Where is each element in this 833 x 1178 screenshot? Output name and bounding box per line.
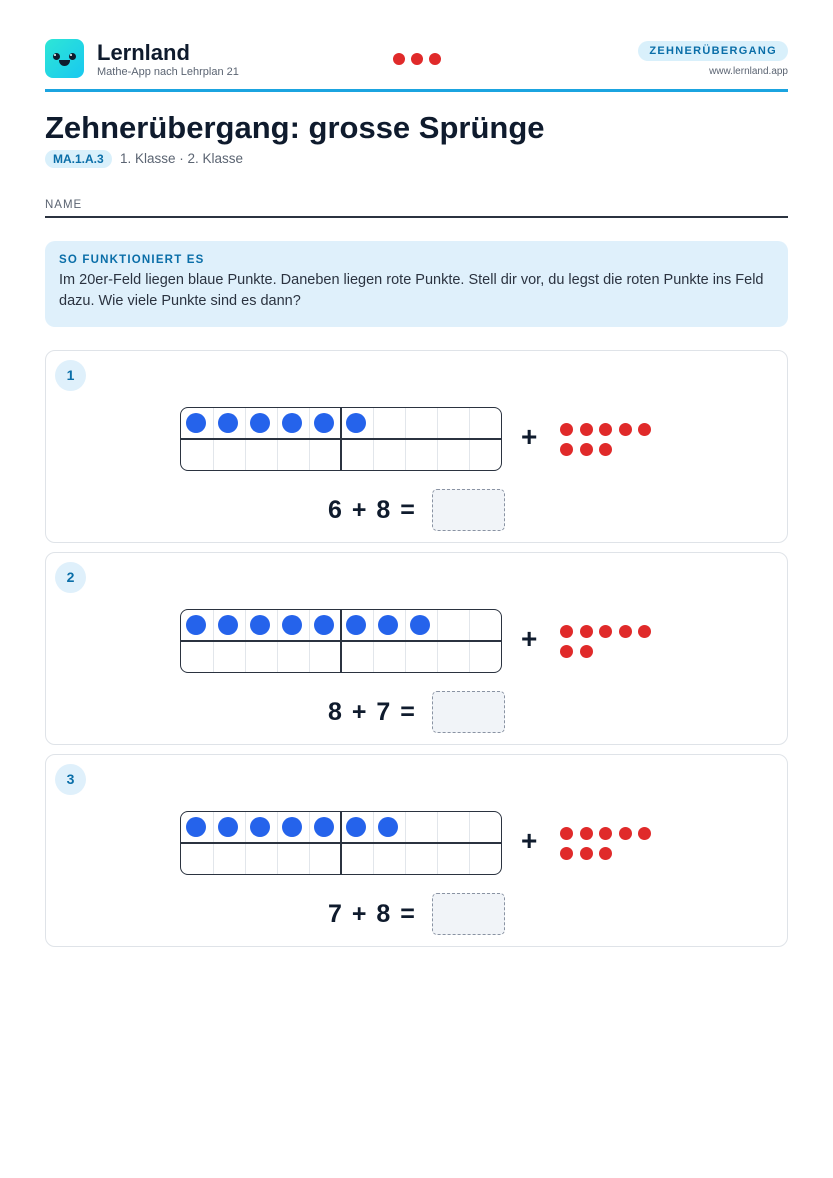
website-url: www.lernland.app — [709, 66, 788, 77]
red-dot — [560, 443, 573, 456]
task-number: 1 — [55, 360, 86, 391]
task-card — [45, 754, 788, 947]
blue-dot — [314, 413, 334, 433]
topic-badge: ZEHNERÜBERGANG — [638, 41, 788, 61]
curriculum-code-badge: MA.1.A.3 — [45, 150, 112, 168]
twenty-frame — [180, 609, 502, 673]
blue-dot — [314, 615, 334, 635]
red-dot — [599, 847, 612, 860]
blue-dot — [218, 615, 238, 635]
red-dot — [580, 827, 593, 840]
red-dot — [619, 827, 632, 840]
task-card — [45, 552, 788, 745]
equation: 7 + 8 = — [328, 900, 415, 928]
instructions-heading: SO FUNKTIONIERT ES — [59, 254, 205, 266]
twenty-frame — [180, 811, 502, 875]
answer-box[interactable] — [432, 489, 505, 531]
task-card — [45, 350, 788, 543]
red-dot — [580, 423, 593, 436]
blue-dot — [218, 413, 238, 433]
red-dot — [599, 443, 612, 456]
blue-dot — [282, 615, 302, 635]
task-number: 2 — [55, 562, 86, 593]
brand-tagline: Mathe-App nach Lehrplan 21 — [97, 66, 239, 78]
blue-dot — [378, 615, 398, 635]
name-write-line[interactable] — [45, 216, 788, 218]
plus-sign: + — [521, 825, 538, 856]
red-dot — [560, 625, 573, 638]
instructions-box — [45, 241, 788, 327]
lernland-logo-icon — [45, 39, 84, 78]
blue-dot — [186, 413, 206, 433]
red-dot — [580, 847, 593, 860]
red-dot — [560, 847, 573, 860]
page-title: Zehnerübergang: grosse Sprünge — [45, 110, 545, 145]
name-label: NAME — [45, 199, 83, 211]
equation: 8 + 7 = — [328, 698, 415, 726]
blue-dot — [346, 413, 366, 433]
brand-name: Lernland — [97, 40, 190, 65]
red-dot — [619, 423, 632, 436]
instructions-text: Im 20er-Feld liegen blaue Punkte. Daneben liegen rote Punkte. Stell dir vor, du legst die roten Punkte ins Feld dazu. Wie viele Punkte sind es dann? — [59, 272, 764, 309]
plus-sign: + — [521, 623, 538, 654]
blue-dot — [250, 817, 270, 837]
blue-dot — [186, 615, 206, 635]
red-dot — [599, 625, 612, 638]
red-dot — [619, 625, 632, 638]
blue-dot — [250, 413, 270, 433]
red-dot — [560, 423, 573, 436]
red-dot — [560, 645, 573, 658]
blue-dot — [378, 817, 398, 837]
blue-dot — [218, 817, 238, 837]
blue-dot — [346, 615, 366, 635]
blue-dot — [282, 413, 302, 433]
red-dot — [580, 443, 593, 456]
red-dot — [638, 625, 651, 638]
red-dot — [599, 423, 612, 436]
blue-dot — [282, 817, 302, 837]
equation: 6 + 8 = — [328, 496, 415, 524]
plus-sign: + — [521, 421, 538, 452]
blue-dot — [410, 615, 430, 635]
red-dot — [580, 625, 593, 638]
blue-dot — [346, 817, 366, 837]
decorative-dots-icon — [393, 53, 441, 65]
grade-levels: 1. Klasse · 2. Klasse — [120, 151, 244, 166]
twenty-frame — [180, 407, 502, 471]
blue-dot — [314, 817, 334, 837]
page-header — [45, 38, 788, 92]
red-dot — [638, 423, 651, 436]
blue-dot — [250, 615, 270, 635]
answer-box[interactable] — [432, 893, 505, 935]
red-dot — [638, 827, 651, 840]
red-dot — [599, 827, 612, 840]
blue-dot — [186, 817, 206, 837]
answer-box[interactable] — [432, 691, 505, 733]
red-dot — [560, 827, 573, 840]
task-number: 3 — [55, 764, 86, 795]
red-dot — [580, 645, 593, 658]
